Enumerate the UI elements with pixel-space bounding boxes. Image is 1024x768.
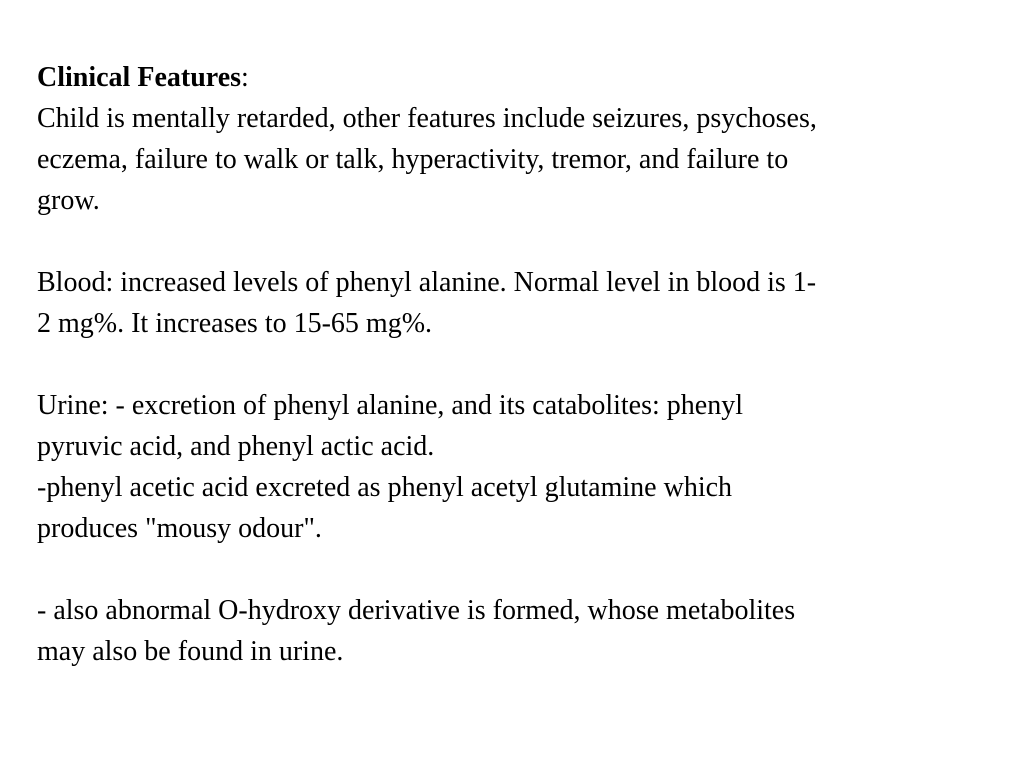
- derivative-line-1: - also abnormal O-hydroxy derivative is formed, whose metabolites: [37, 595, 796, 626]
- derivative-line-2: may also be found in urine.: [37, 636, 344, 667]
- urine-line-3: -phenyl acetic acid excreted as phenyl acetyl glutamine which: [37, 472, 733, 503]
- intro-line-2: eczema, failure to walk or talk, hyperactivity, tremor, and failure to: [37, 144, 789, 175]
- intro-line-1: Child is mentally retarded, other features include seizures, psychoses,: [37, 103, 817, 134]
- heading-line: [37, 57, 997, 98]
- blood-line-2: 2 mg%. It increases to 15-65 mg%.: [37, 308, 433, 339]
- spacer: [37, 549, 997, 590]
- slide-body: [37, 57, 997, 672]
- heading-colon: :: [241, 62, 249, 93]
- blood-line-1: Blood: increased levels of phenyl alanine. Normal level in blood is 1-: [37, 267, 817, 298]
- intro-line-3: grow.: [37, 185, 100, 216]
- spacer: [37, 221, 997, 262]
- urine-line-2: pyruvic acid, and phenyl actic acid.: [37, 431, 435, 462]
- heading-title: Clinical Features: [37, 62, 242, 93]
- urine-line-4: produces "mousy odour".: [37, 513, 322, 544]
- urine-line-1: Urine: - excretion of phenyl alanine, and its catabolites: phenyl: [37, 390, 743, 421]
- spacer: [37, 344, 997, 385]
